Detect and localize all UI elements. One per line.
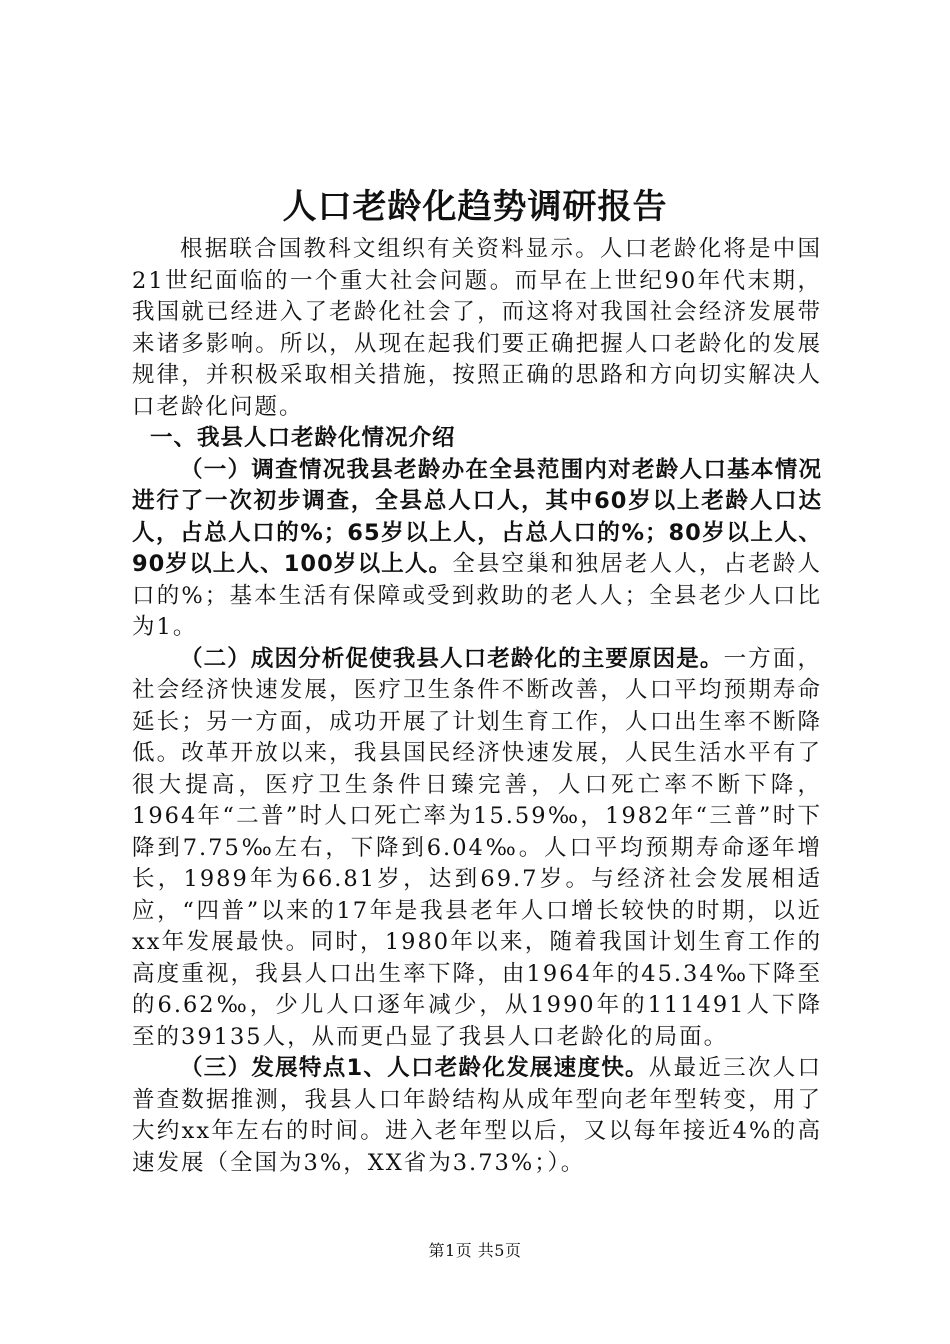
subsection-2-paragraph [132, 644, 822, 1054]
document-title: 人口老龄化趋势调研报告 [282, 187, 668, 227]
subsection-2-text: 一方面，社会经济快速发展，医疗卫生条件不断改善，人口平均预期寿命延长；另一方面，成功开展了计划生育工作，人口出生率不断降低。改革开放以来，我县国民经济快速发展，人民生活水平有了很大提高，医疗卫生条件日臻完善，人口死亡率不断下降，1964年“二普”时人口死亡率为15.59‰，1982年“三普”时下降到7.75‰左右，下降到6.04‰。人口平均预期寿命逐年增长，1989年为66.81岁，达到69.7岁。与经济社会发展相适应，“四普”以来的17年是我县老年人口增长较快的时期，以近xx年发展最快。同时，1980年以来，随着我国计划生育工作的高度重视，我县人口出生率下降，由1964年的45.34‰下降至的6.62‰，少儿人口逐年减少，从1990年的111491人下降至的39135人，从而更凸显了我县人口老龄化的局面。 [132, 645, 822, 1050]
subsection-3-lead: （三）发展特点1、人口老龄化发展速度快。 [180, 1055, 649, 1081]
subsection-3-paragraph [132, 1053, 822, 1179]
subsection-3-text: 从最近三次人口普查数据推测，我县人口年龄结构从成年型向老年型转变，用了大约xx年左右的时间。进入老年型以后，又以每年接近4%的高速发展（全国为3%，XX省为3.73%；）。 [132, 1055, 822, 1176]
subsection-1-lead: （一）调查情况我县老龄办在全县范围内对老龄人口基本情况进行了一次初步调查，全县总人口人，其中60岁以上老龄人口达人，占总人口的%；65岁以上人，占总人口的%；80岁以上人、90岁以上人、100岁以上人。 [132, 456, 822, 577]
intro-paragraph: 根据联合国教科文组织有关资料显示。人口老龄化将是中国21世纪面临的一个重大社会问题。而早在上世纪90年代末期，我国就已经进入了老龄化社会了，而这将对我国社会经济发展带来诸多影响。所以，从现在起我们要正确把握人口老龄化的发展规律，并积极采取相关措施，按照正确的思路和方向切实解决人口老龄化问题。 [132, 236, 822, 420]
section-heading-1: 一、我县人口老龄化情况介绍 [150, 425, 456, 451]
document-body [132, 234, 822, 1179]
subsection-2-lead: （二）成因分析促使我县人口老龄化的主要原因是。 [180, 645, 724, 672]
subsection-1-paragraph [132, 455, 822, 644]
page-footer: 第1页 共5页 [428, 1241, 522, 1260]
subsection-1-text: 全县空巢和独居老人人，占老龄人口的%；基本生活有保障或受到救助的老人人；全县老少人口比为1。 [132, 551, 822, 640]
